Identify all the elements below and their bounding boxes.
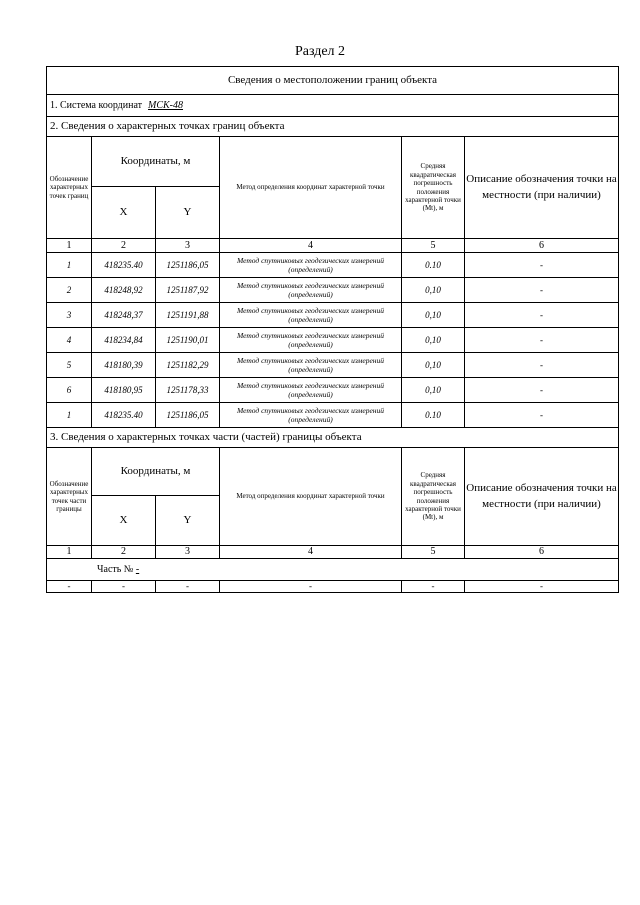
table-row [47,353,619,378]
point-x: 418180,39 [92,353,156,378]
part-number-row [47,559,619,581]
point-x: - [92,581,156,593]
s2-header-x: X [92,187,156,239]
point-description: - [465,403,619,428]
point-mt: - [402,581,465,593]
section2-title: 2. Сведения о характерных точках границ объекта [47,117,619,137]
s3-col-number: 3 [156,546,220,559]
table-row [47,328,619,353]
point-x: 418248,37 [92,303,156,328]
point-id: 5 [47,353,92,378]
point-description: - [465,378,619,403]
point-description: - [465,253,619,278]
point-mt: 0,10 [402,353,465,378]
s3-header-method: Метод определения координат характерной точки [220,448,402,546]
s3-header-description: Описание обозначения точки на местности (при наличии) [465,448,619,546]
s3-col-number: 6 [465,546,619,559]
point-method: Метод спутниковых геодезических измерений (определений) [220,328,402,353]
point-method: Метод спутниковых геодезических измерений (определений) [220,403,402,428]
point-description: - [465,303,619,328]
point-y: 1251182,29 [156,353,220,378]
page-title: Раздел 2 [294,44,346,59]
table-row [47,303,619,328]
s2-header-method: Метод определения координат характерной точки [220,137,402,239]
s3-col-number: 4 [220,546,402,559]
s3-col-number: 1 [47,546,92,559]
s2-col-number: 1 [47,239,92,253]
point-y: 1251190,01 [156,328,220,353]
s2-header-rms: Средняя квадратическая погрешность положения характерной точки (Mt), м [402,137,465,239]
point-id: 3 [47,303,92,328]
table-row [47,278,619,303]
s3-header-designation: Обозначение характерных точек части границы [47,448,92,546]
point-description: - [465,353,619,378]
table-title: Сведения о местоположении границ объекта [47,67,619,95]
s2-header-y: Y [156,187,220,239]
s3-header-rms: Средняя квадратическая погрешность положения характерной точки (Mt), м [402,448,465,546]
point-mt: 0.10 [402,253,465,278]
part-number-label: Часть № [97,563,134,575]
s2-col-number: 5 [402,239,465,253]
s2-col-number: 6 [465,239,619,253]
point-id: 2 [47,278,92,303]
point-id: 6 [47,378,92,403]
coordinate-system-label: 1. Система координат [50,99,143,111]
point-x: 418234,84 [92,328,156,353]
point-y: 1251186,05 [156,403,220,428]
point-description: - [465,278,619,303]
point-x: 418235.40 [92,253,156,278]
coordinate-system-row [47,95,619,117]
s3-header-coords: Координаты, м [92,448,220,496]
point-method: Метод спутниковых геодезических измерений (определений) [220,253,402,278]
point-x: 418248,92 [92,278,156,303]
point-mt: 0,10 [402,278,465,303]
point-y: 1251191,88 [156,303,220,328]
point-id: - [47,581,92,593]
point-x: 418180,95 [92,378,156,403]
point-method: - [220,581,402,593]
point-mt: 0,10 [402,303,465,328]
s2-header-designation: Обозначение характерных точек границ [47,137,92,239]
point-y: 1251187,92 [156,278,220,303]
s3-header-x: X [92,496,156,546]
point-description: - [465,328,619,353]
s3-col-number: 5 [402,546,465,559]
s3-header-y: Y [156,496,220,546]
point-method: Метод спутниковых геодезических измерений (определений) [220,378,402,403]
point-method: Метод спутниковых геодезических измерений (определений) [220,353,402,378]
boundary-table [46,66,619,593]
table-row [47,253,619,278]
point-mt: 0,10 [402,328,465,353]
point-y: 1251186,05 [156,253,220,278]
point-y: - [156,581,220,593]
point-x: 418235.40 [92,403,156,428]
table-row [47,581,619,593]
point-id: 1 [47,253,92,278]
point-y: 1251178,33 [156,378,220,403]
point-mt: 0,10 [402,378,465,403]
point-method: Метод спутниковых геодезических измерений (определений) [220,303,402,328]
s2-header-coords: Координаты, м [92,137,220,187]
s2-col-number: 4 [220,239,402,253]
table-row [47,403,619,428]
s3-col-number: 2 [92,546,156,559]
s2-col-number: 3 [156,239,220,253]
point-description: - [465,581,619,593]
s2-header-description: Описание обозначения точки на местности (при наличии) [465,137,619,239]
s2-col-number: 2 [92,239,156,253]
table-row [47,378,619,403]
part-number-value: - [135,563,140,575]
section3-title: 3. Сведения о характерных точках части (частей) границы объекта [47,428,619,448]
coordinate-system-value: МСК-48 [148,99,184,111]
point-mt: 0.10 [402,403,465,428]
point-id: 1 [47,403,92,428]
point-method: Метод спутниковых геодезических измерений (определений) [220,278,402,303]
point-id: 4 [47,328,92,353]
